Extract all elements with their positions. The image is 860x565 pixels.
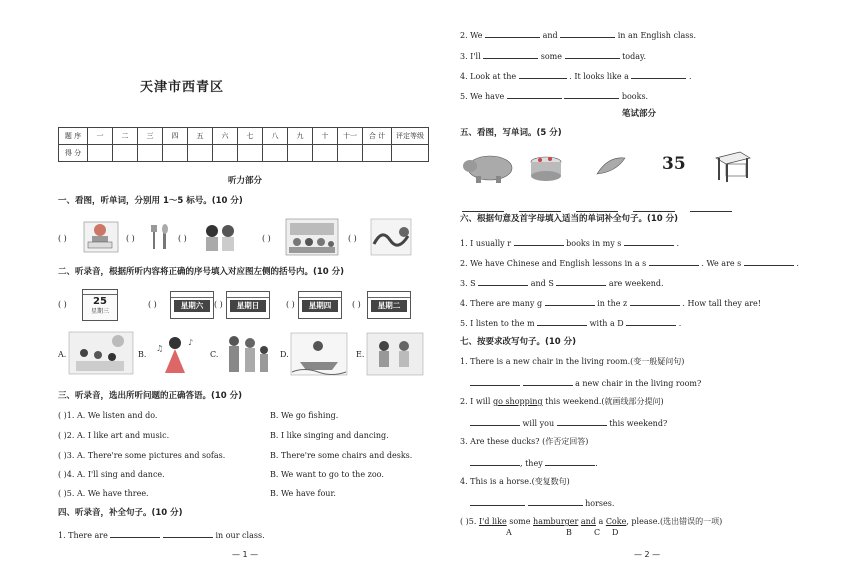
sentence-part: , they (520, 459, 543, 468)
sentence-part: 2. We (460, 31, 483, 40)
sentence-part: are weekend. (608, 279, 664, 288)
option-letter: B (566, 528, 572, 537)
girl-singing-picture (148, 333, 202, 375)
answer-blank[interactable] (624, 237, 674, 246)
sentence-part: this weekend.(就画线部分提问) (545, 397, 664, 406)
classroom-picture (285, 218, 339, 256)
girl-reading-picture (82, 218, 120, 254)
answer-blank[interactable] (470, 497, 525, 506)
calendar-weekday: 星期四 (302, 300, 338, 312)
sentence-part: a (598, 517, 604, 526)
dragon-dance-picture (370, 218, 412, 256)
sentence-part: . (678, 319, 682, 328)
score-header-cell: 七 (238, 128, 263, 145)
answer-blank[interactable] (537, 317, 587, 326)
question-option-b: B. I like singing and dancing. (270, 431, 389, 440)
answer-blank[interactable] (507, 90, 562, 99)
answer-blank[interactable] (649, 257, 699, 266)
sentence-part: , please.(选出错误的一项) (626, 517, 723, 526)
option-letter: A (506, 528, 512, 537)
answer-blank[interactable] (519, 70, 567, 79)
rewrite-answer (470, 497, 614, 509)
sentence-part: 4. Look at the (460, 72, 517, 81)
sentence-part: a new chair in the living room? (575, 379, 702, 388)
option-letter: D. (280, 350, 289, 359)
answer-blank[interactable] (564, 90, 619, 99)
score-header-cell: 一 (88, 128, 113, 145)
score-header-cell: 六 (213, 128, 238, 145)
score-cell[interactable] (213, 145, 238, 162)
calendar-rings (368, 292, 410, 298)
fill-sentence (460, 70, 692, 82)
fill-sentence (460, 237, 679, 249)
answer-paren[interactable]: ( ) (348, 234, 357, 243)
answer-blank[interactable] (483, 50, 538, 59)
rewrite-answer (470, 377, 701, 389)
question-option-b: B. There're some chairs and desks. (270, 451, 413, 460)
score-row-label: 得 分 (59, 145, 88, 162)
page-number: — 1 — (232, 550, 259, 559)
score-cell[interactable] (238, 145, 263, 162)
picnic-scene-picture (68, 331, 134, 375)
sentence-part: in an English class. (617, 31, 697, 40)
vegetable-picture (594, 154, 628, 178)
question-option-a: ( )4. A. I'll sing and dance. (58, 470, 165, 479)
two-children-picture (200, 222, 240, 254)
fill-sentence (460, 317, 681, 329)
family-picture (220, 332, 274, 376)
score-header-cell: 九 (288, 128, 313, 145)
answer-blank[interactable] (523, 377, 573, 386)
answer-blank[interactable] (470, 457, 520, 466)
number-picture: 35 (662, 154, 686, 174)
question-option-b: B. We want to go to the zoo. (270, 470, 384, 479)
sentence-part: . How tall they are! (682, 299, 761, 308)
cake-picture (528, 150, 564, 184)
answer-blank[interactable] (470, 377, 520, 386)
section3-heading: 三、听录音，选出所听问题的正确答语。(10 分) (58, 391, 243, 401)
question-option-a: ( )1. A. We listen and do. (58, 411, 158, 420)
option-letter: C (594, 528, 601, 537)
score-table-header-row (59, 128, 429, 145)
answer-paren[interactable]: ( ) (214, 300, 223, 309)
answer-blank[interactable] (462, 203, 504, 212)
sentence-part: . We are s (701, 259, 742, 268)
fill-sentence (460, 257, 799, 269)
calendar-date: 25 (93, 296, 107, 307)
section5-heading: 五、看图，写单词。(5 分) (460, 128, 562, 138)
rewrite-question: 1. There is a new chair in the living room.(变一般疑问句) (460, 357, 685, 366)
calendar-card (367, 291, 411, 319)
page-number: — 2 — (634, 550, 661, 559)
answer-blank[interactable] (630, 297, 680, 306)
sentence-part: with a D (589, 319, 624, 328)
question-option-a: ( )3. A. There're some pictures and sofas. (58, 451, 226, 460)
calendar-rings (171, 292, 213, 298)
score-cell[interactable] (263, 145, 288, 162)
calendar-weekday: 星期二 (371, 300, 407, 312)
score-table-score-row (59, 145, 429, 162)
rewrite-answer (470, 417, 667, 429)
rewrite-answer (470, 457, 598, 469)
answer-blank[interactable] (470, 417, 520, 426)
sentence-part: 2. We have Chinese and English lessons in a s (460, 259, 647, 268)
sentence-part: . (796, 259, 799, 268)
score-cell[interactable] (313, 145, 338, 162)
answer-blank[interactable] (163, 529, 213, 538)
score-cell[interactable] (288, 145, 313, 162)
calendar-weekday: 星期六 (174, 300, 210, 312)
fill-sentence (58, 529, 265, 541)
score-header-cell: 四 (163, 128, 188, 145)
answer-paren[interactable]: ( ) (178, 234, 187, 243)
answer-blank[interactable] (478, 277, 528, 286)
underlined-option-b: hamburger (533, 517, 579, 526)
question-option-b: B. We go fishing. (270, 411, 339, 420)
answer-blank[interactable] (690, 203, 732, 212)
sentence-part: books in my s (566, 239, 622, 248)
option-letter: C. (210, 350, 219, 359)
answer-blank[interactable] (633, 203, 675, 212)
answer-paren[interactable]: ( )5. (460, 517, 477, 526)
calendar-card (82, 289, 118, 321)
underlined-option-c: and (580, 517, 596, 526)
sentence-part: 3. I'll (460, 52, 481, 61)
answer-paren[interactable]: ( ) (126, 234, 135, 243)
desk-picture (712, 146, 752, 184)
sentence-part: 1. I usually r (460, 239, 512, 248)
section2-heading: 二、听录音，根据所听内容将正确的序号填入对应图左侧的括号内。(10 分) (58, 267, 345, 277)
score-cell[interactable] (392, 145, 429, 162)
sentence-part: 5. I listen to the m (460, 319, 535, 328)
calendar-card (298, 291, 342, 319)
calendar-rings (299, 292, 341, 298)
fill-sentence (460, 297, 761, 309)
section1-heading: 一、看图，听单词，分别用 1～5 标号。(10 分) (58, 196, 243, 206)
svg-text:♪: ♪ (188, 338, 194, 347)
option-letter: D (612, 528, 619, 537)
score-header-cell: 五 (188, 128, 213, 145)
answer-blank[interactable] (545, 297, 595, 306)
score-cell[interactable] (338, 145, 363, 162)
rewrite-question (460, 397, 664, 407)
answer-blank[interactable] (557, 417, 607, 426)
question-option-a: ( )2. A. I like art and music. (58, 431, 170, 440)
score-header-cell: 评定等级 (392, 128, 429, 145)
calendar-weekday: 星期三 (90, 308, 109, 315)
question-option-b: B. We have four. (270, 489, 336, 498)
underlined-option-a: I'd like (478, 517, 507, 526)
sentence-part: 3. S (460, 279, 476, 288)
answer-blank[interactable] (626, 317, 676, 326)
section6-heading: 六、根据句意及首字母填入适当的单词补全句子。(10 分) (460, 214, 679, 224)
answer-blank[interactable] (576, 203, 618, 212)
score-cell[interactable] (88, 145, 113, 162)
sentence-part: 1. There are (58, 531, 108, 540)
sentence-part: 4. There are many g (460, 299, 543, 308)
option-letter: B. (138, 350, 147, 359)
written-heading: 笔试部分 (622, 109, 657, 119)
sentence-part: 5. We have (460, 92, 505, 101)
score-cell[interactable] (163, 145, 188, 162)
score-header-cell: 题 序 (59, 128, 88, 145)
listening-heading: 听力部分 (228, 176, 263, 186)
section7-heading: 七、按要求改写句子。(10 分) (460, 337, 577, 347)
sentence-part: horses. (585, 499, 615, 508)
answer-paren[interactable]: ( ) (58, 300, 67, 309)
sentence-part: will you (522, 419, 555, 428)
sentence-part: books. (621, 92, 649, 101)
answer-blank[interactable] (545, 457, 595, 466)
sentence-part: . (595, 459, 598, 468)
answer-blank[interactable] (110, 529, 160, 538)
answer-blank[interactable] (556, 277, 606, 286)
sentence-part: . (689, 72, 692, 81)
score-header-cell: 十一 (338, 128, 363, 145)
answer-blank[interactable] (485, 29, 540, 38)
score-header-cell: 三 (138, 128, 163, 145)
error-question (460, 517, 722, 527)
rewrite-question: 3. Are these ducks? (作否定回答) (460, 437, 589, 446)
score-cell[interactable] (363, 145, 392, 162)
answer-paren[interactable]: ( ) (286, 300, 295, 309)
score-header-cell: 合 计 (363, 128, 392, 145)
answer-paren[interactable]: ( ) (262, 234, 271, 243)
fill-sentence (460, 90, 648, 102)
fill-sentence (460, 50, 646, 62)
sentence-part: and S (530, 279, 554, 288)
sentence-part: . (676, 239, 680, 248)
answer-blank[interactable] (514, 237, 564, 246)
question-option-a: ( )5. A. We have three. (58, 489, 149, 498)
playing-children-picture (366, 332, 424, 376)
underlined-phrase: go shopping (492, 397, 543, 406)
fill-sentence (460, 277, 664, 289)
score-header-cell: 八 (263, 128, 288, 145)
answer-blank[interactable] (565, 50, 620, 59)
answer-blank[interactable] (560, 29, 615, 38)
calendar-weekday: 星期日 (230, 300, 266, 312)
sentence-part: some (509, 517, 531, 526)
underlined-option-d: Coke (605, 517, 627, 526)
answer-blank[interactable] (519, 203, 561, 212)
score-header-cell: 二 (113, 128, 138, 145)
score-cell[interactable] (188, 145, 213, 162)
sentence-part: this weekend? (609, 419, 668, 428)
answer-blank[interactable] (631, 70, 686, 79)
score-table (58, 127, 429, 162)
calendar-rings (227, 292, 269, 298)
sentence-part: in our class. (215, 531, 265, 540)
answer-paren[interactable]: ( ) (58, 234, 67, 243)
page-title: 天津市西青区 (140, 80, 225, 95)
hippo-picture (462, 150, 514, 184)
sentence-part: 2. I will (460, 397, 491, 406)
score-cell[interactable] (138, 145, 163, 162)
option-letter: E. (356, 350, 365, 359)
answer-blank[interactable] (744, 257, 794, 266)
answer-blank[interactable] (528, 497, 583, 506)
fork-knife-picture (148, 222, 172, 252)
calendar-card (226, 291, 270, 319)
sentence-part: some (540, 52, 562, 61)
sentence-part: . It looks like a (569, 72, 629, 81)
score-cell[interactable] (113, 145, 138, 162)
score-header-cell: 十 (313, 128, 338, 145)
sentence-part: and (542, 31, 558, 40)
boat-fishing-picture (290, 332, 348, 376)
option-letter: A. (58, 350, 67, 359)
sentence-part: today. (622, 52, 647, 61)
sentence-part: in the z (597, 299, 628, 308)
svg-text:♫: ♫ (156, 344, 164, 353)
answer-paren[interactable]: ( ) (148, 300, 157, 309)
section4-heading: 四、听录音，补全句子。(10 分) (58, 508, 183, 518)
calendar-card (170, 291, 214, 319)
rewrite-question: 4. This is a horse.(变复数句) (460, 477, 570, 486)
answer-paren[interactable]: ( ) (352, 300, 361, 309)
fill-sentence (460, 29, 696, 41)
